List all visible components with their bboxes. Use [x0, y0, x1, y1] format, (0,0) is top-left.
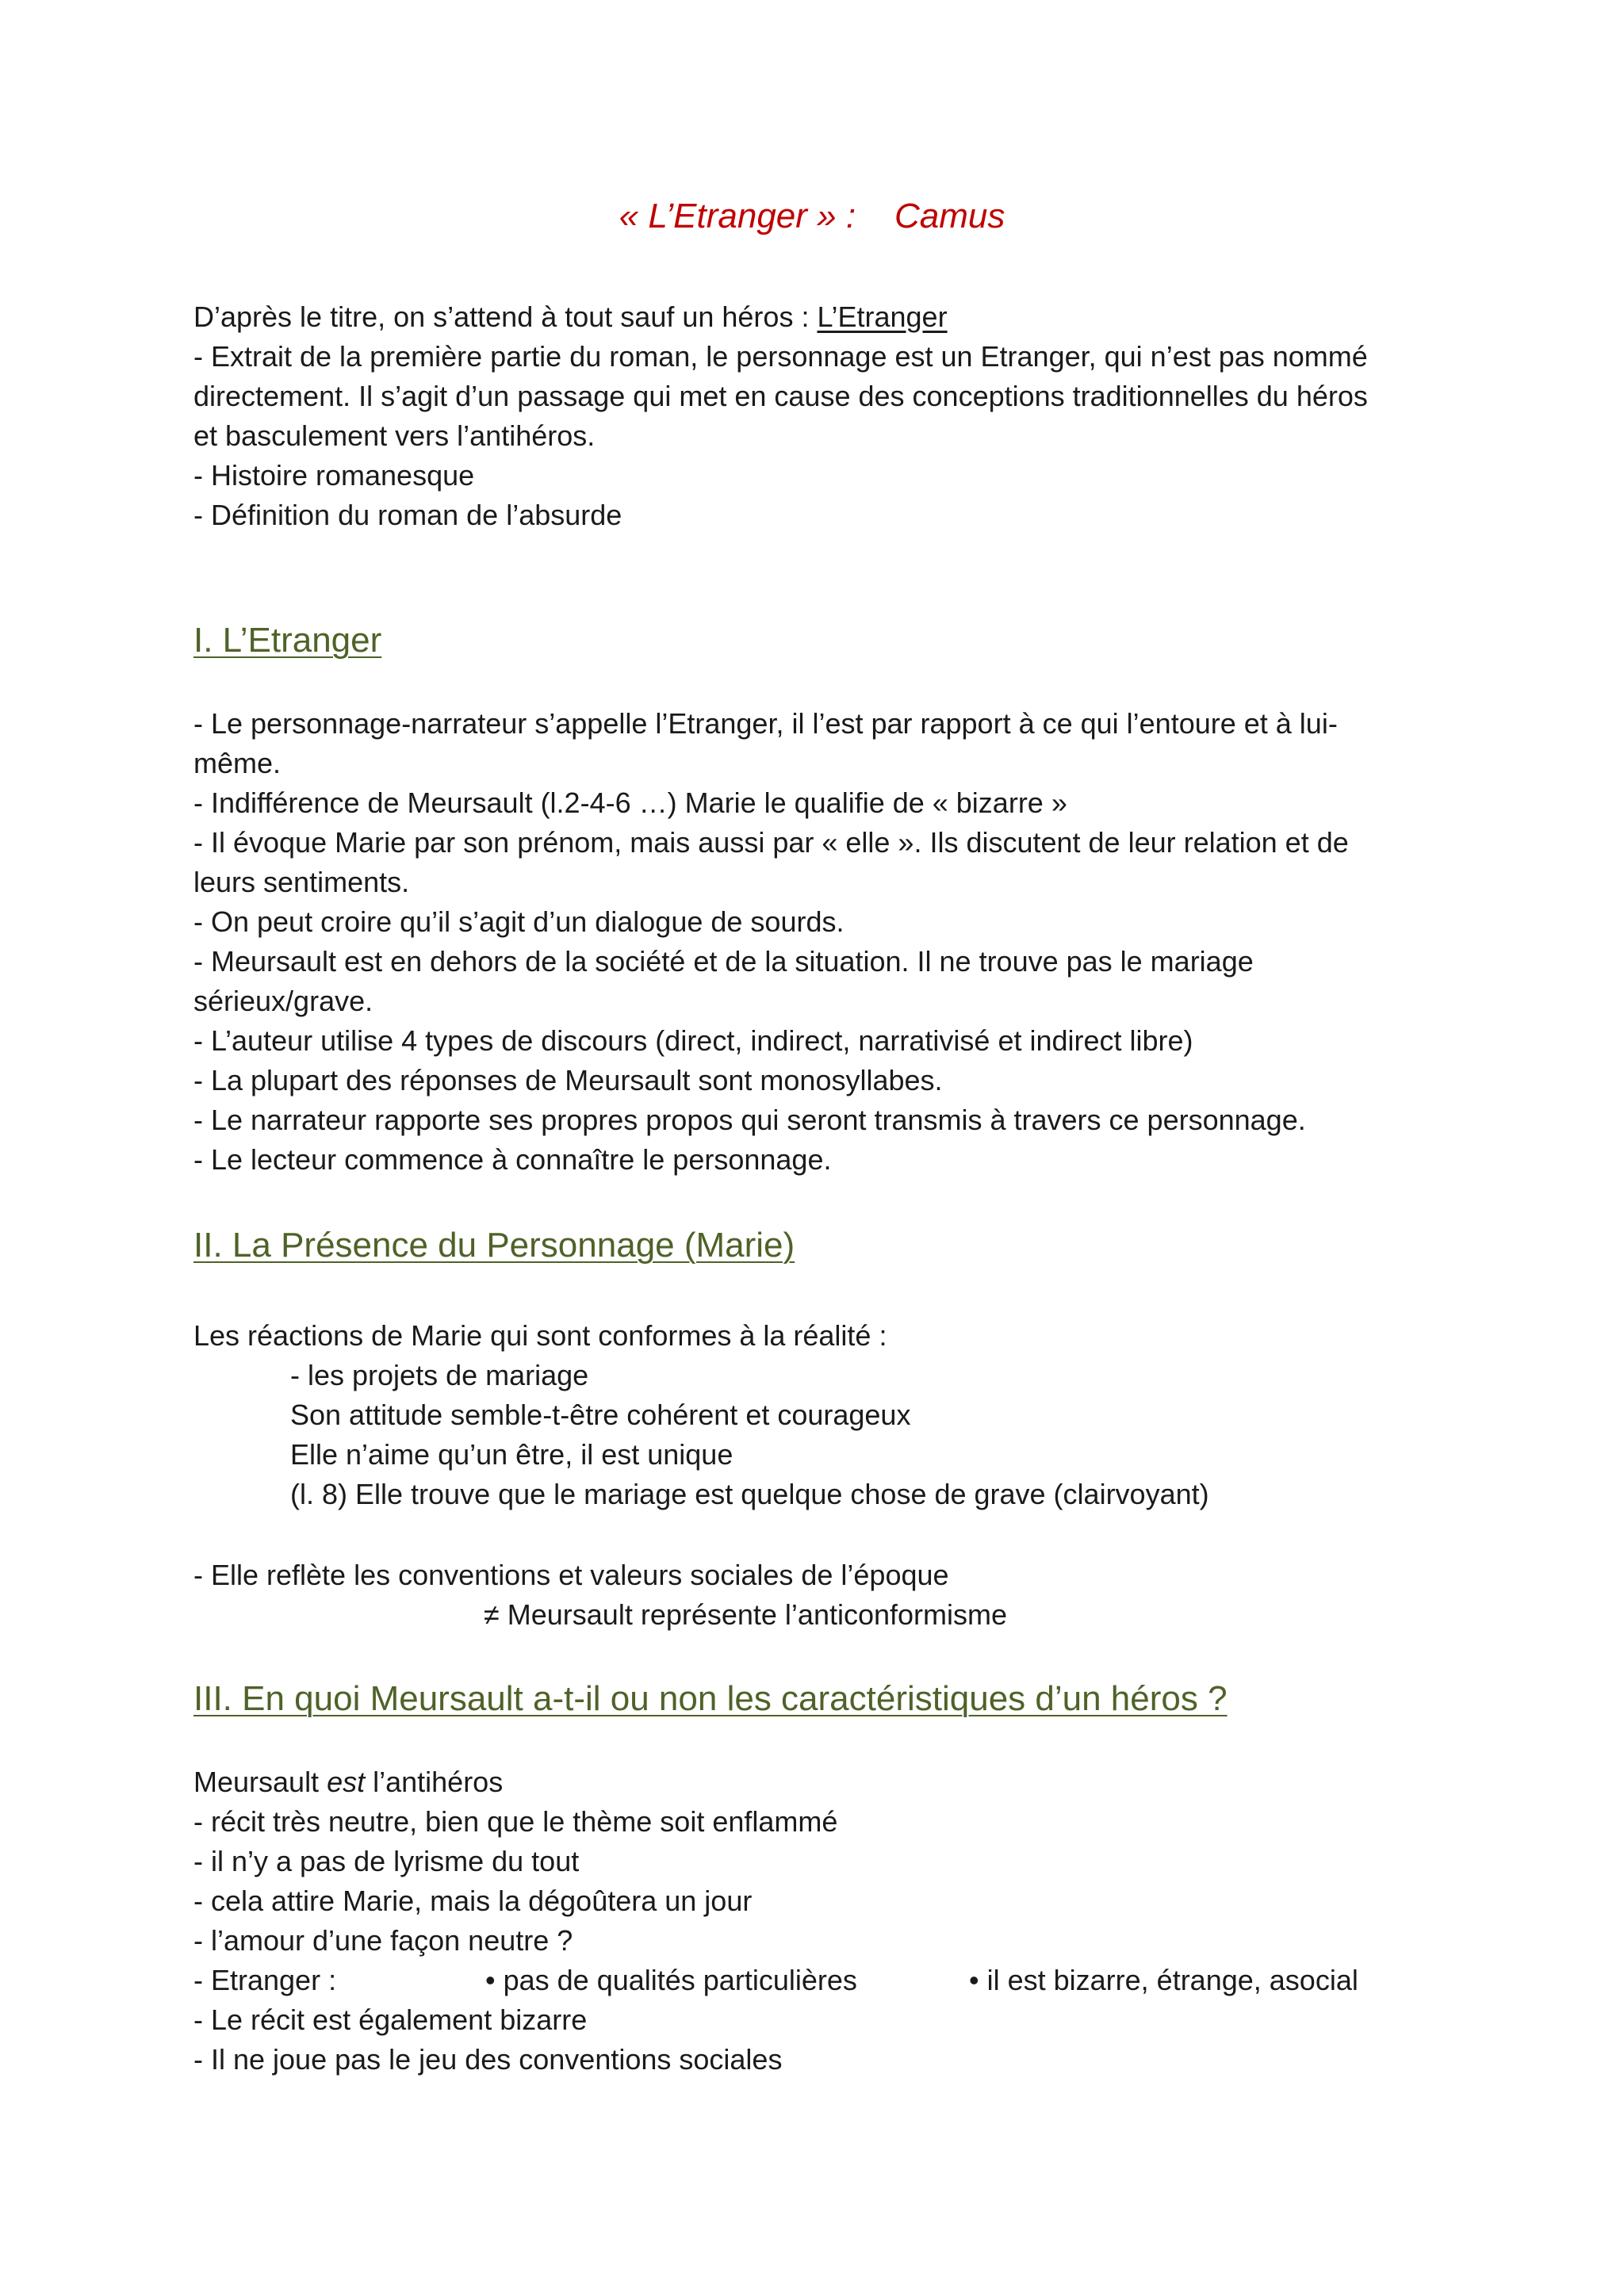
section3-line: - cela attire Marie, mais la dégoûtera un jour — [193, 1885, 753, 1917]
bullet-item-bizarre: • il est bizarre, étrange, asocial — [969, 1964, 1358, 1996]
section1-line: leurs sentiments. — [193, 866, 410, 898]
section2-indented-line: (l. 8) Elle trouve que le mariage est quelque chose de grave (clairvoyant) — [290, 1478, 1209, 1510]
section-heading-1: I. L’Etranger — [193, 621, 382, 660]
section1-line: - Le lecteur commence à connaître le personnage. — [193, 1143, 832, 1176]
intro-line: directement. Il s’agit d’un passage qui met en cause des conceptions traditionnelles du héros — [193, 380, 1368, 412]
section-heading-2: II. La Présence du Personnage (Marie) — [193, 1226, 795, 1265]
section3-intro-prefix: Meursault — [193, 1766, 327, 1798]
section1-line: - Indifférence de Meursault (l.2-4-6 …) Marie le qualifie de « bizarre » — [193, 786, 1067, 819]
section2-indented-line: Elle n’aime qu’un être, il est unique — [290, 1438, 733, 1471]
section-heading-3: III. En quoi Meursault a-t-il ou non les caractéristiques d’un héros ? — [193, 1679, 1228, 1718]
section3-line: - l’amour d’une façon neutre ? — [193, 1924, 573, 1957]
intro-line: et basculement vers l’antihéros. — [193, 419, 596, 452]
section1-line: - Meursault est en dehors de la société et de la situation. Il ne trouve pas le mariage — [193, 945, 1254, 978]
section3-line: - Il ne joue pas le jeu des conventions sociales — [193, 2043, 783, 2076]
section3-etranger-row — [193, 1961, 1431, 2000]
section1-line: même. — [193, 747, 282, 779]
section2-indented-line: - les projets de mariage — [290, 1359, 589, 1391]
intro-underlined-title: L’Etranger — [817, 300, 948, 333]
section1-line: - L’auteur utilise 4 types de discours (direct, indirect, narrativisé et indirect libre) — [193, 1024, 1193, 1057]
section2-intro: Les réactions de Marie qui sont conformes à la réalité : — [193, 1319, 887, 1352]
intro-line: - Extrait de la première partie du roman, le personnage est un Etranger, qui n’est pas nommé — [193, 340, 1368, 373]
section1-line: - On peut croire qu’il s’agit d’un dialogue de sourds. — [193, 905, 845, 938]
intro-text: D’après le titre, on s’attend à tout sauf un héros : — [193, 300, 818, 333]
section3-line: - récit très neutre, bien que le thème soit enflammé — [193, 1805, 838, 1838]
etranger-label: - Etranger : — [193, 1964, 337, 1996]
section2-contrast: ≠ Meursault représente l’anticonformisme — [484, 1598, 1008, 1631]
section2-conventions: - Elle reflète les conventions et valeurs sociales de l’époque — [193, 1559, 949, 1591]
document-title: « L’Etranger » : Camus — [619, 197, 1005, 235]
section1-line: sérieux/grave. — [193, 985, 373, 1017]
section3-line: - Le récit est également bizarre — [193, 2003, 588, 2036]
bullet-item-qualities: • pas de qualités particulières — [485, 1964, 857, 1996]
section3-intro — [193, 1762, 503, 1802]
intro-line: - Définition du roman de l’absurde — [193, 499, 622, 531]
section3-intro-suffix: l’antihéros — [365, 1766, 504, 1798]
section3-line: - il n’y a pas de lyrisme du tout — [193, 1845, 580, 1877]
section1-line: - Le narrateur rapporte ses propres propos qui seront transmis à travers ce personnage. — [193, 1104, 1306, 1136]
section1-line: - La plupart des réponses de Meursault sont monosyllabes. — [193, 1064, 943, 1096]
section2-indented-line: Son attitude semble-t-être cohérent et courageux — [290, 1399, 911, 1431]
section3-intro-italic: est — [327, 1766, 366, 1798]
intro-line: - Histoire romanesque — [193, 459, 475, 492]
section1-line: - Il évoque Marie par son prénom, mais aussi par « elle ». Ils discutent de leur relation et de — [193, 826, 1349, 859]
section1-line: - Le personnage-narrateur s’appelle l’Etranger, il l’est par rapport à ce qui l’entoure et à lui- — [193, 707, 1338, 740]
intro-line — [193, 297, 948, 337]
